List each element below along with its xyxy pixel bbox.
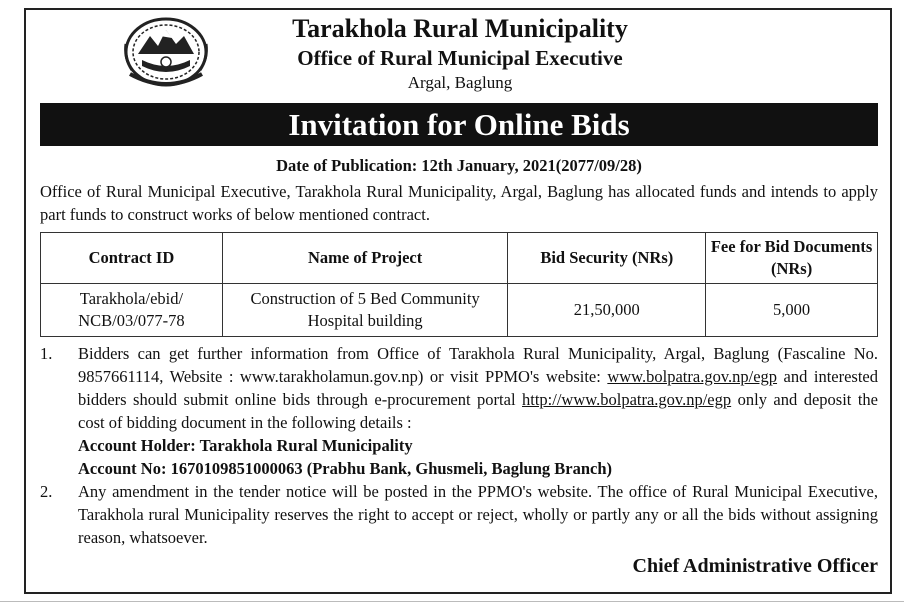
note-number: 1. [40,344,53,363]
account-holder: Account Holder: Tarakhola Rural Municipality [78,436,413,455]
signature-title: Chief Administrative Officer [632,555,878,577]
publication-date: Date of Publication: 12th January, 2021(2077/09/28) [276,156,642,175]
municipality-name: Tarakhola Rural Municipality [292,14,628,43]
header-bid-security: Bid Security (NRs) [508,233,706,284]
notes-list [40,342,878,549]
office-address: Argal, Baglung [407,73,513,92]
note-text-part: and interested bidders should submit online bids through e-procurement portal [78,367,879,409]
bolpatra-link[interactable]: www.bolpatra.gov.np/egp [607,367,778,386]
cell-contract-id: Tarakhola/ebid/ NCB/03/077-78 [41,284,223,337]
cell-bid-security: 21,50,000 [508,284,706,337]
note-text-part: Bidders can get further information from Office of Tarakhola Rural Municipality, Argal, Baglung (Fascaline No. 9857661114, Website : www.tarakholamun.gov.np) or visit PPMO's website: [78,344,878,386]
note-item-2 [40,480,878,549]
cell-project-name: Construction of 5 Bed Community Hospital building [222,284,508,337]
note-text-part: only and deposit the cost of bidding document in the following details : [78,390,878,432]
note-text: Any amendment in the tender notice will be posted in the PPMO's website. The office of Rural Municipal Executive, Tarakhola rural Municipality reserves the right to accept or reject, wholly or partly any or all the bids without assigning reason, whatsoever. [78,482,878,547]
intro-paragraph: Office of Rural Municipal Executive, Tarakhola Rural Municipality, Argal, Baglung has allocated funds and intends to apply part funds to construct works of below mentioned contract. [40,182,878,224]
header-project-name: Name of Project [222,233,508,284]
e-procurement-link[interactable]: http://www.bolpatra.gov.np/egp [522,390,732,409]
note-item-1 [40,342,878,480]
notice-title-banner: Invitation for Online Bids [40,103,878,146]
note-text [78,342,878,434]
cell-bid-fee: 5,000 [706,284,878,337]
account-number: Account No: 1670109851000063 (Prabhu Bank, Ghusmeli, Baglung Branch) [78,459,613,478]
header-contract-id: Contract ID [41,233,223,284]
table-row [41,284,878,337]
contract-table [40,232,878,337]
note-number: 2. [40,482,53,501]
header-bid-fee: Fee for Bid Documents (NRs) [706,233,878,284]
page-divider [0,601,904,602]
nepal-emblem-icon [120,14,212,90]
table-header-row [41,233,878,284]
office-name: Office of Rural Municipal Executive [297,46,623,70]
